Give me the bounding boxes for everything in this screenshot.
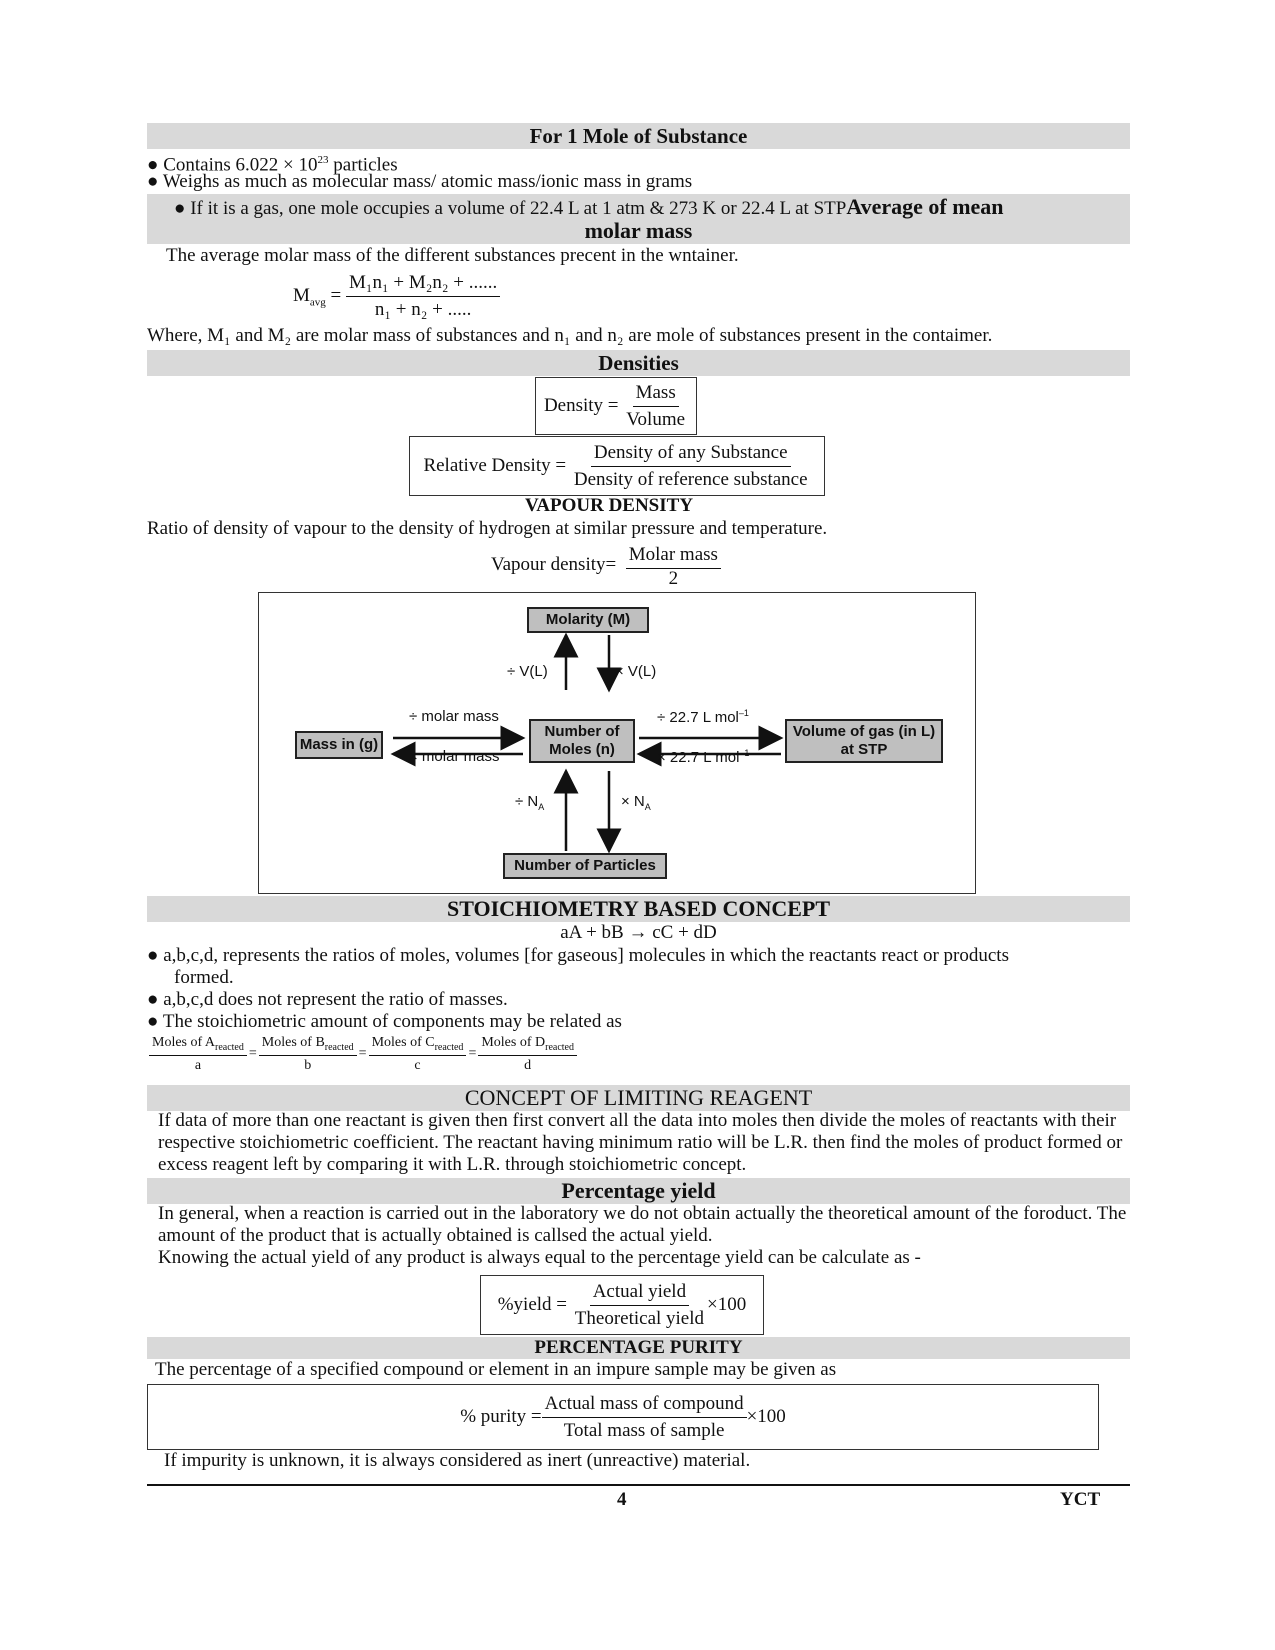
mole-conversion-diagram [258,592,976,894]
mass-box: Mass in (g) [295,731,383,759]
avg-mass-heading-line2: molar mass [584,218,693,243]
bullet-gas-volume: ● If it is a gas, one mole occupies a volume of 22.4 L at 1 atm & 273 K or 22.4 L at STPAverage of mean [174,194,1004,219]
section-heading-purity: PERCENTAGE PURITY [147,1337,1130,1359]
molarity-box: Molarity (M) [527,607,649,633]
stoich-bullet3: ● The stoichiometric amount of components may be related as [147,1011,622,1032]
purity-text: The percentage of a specified compound or element in an impure sample may be given as [155,1359,837,1380]
section-heading-densities: Densities [147,350,1130,376]
yield-formula-box: %yield = $\frac{\text{Actual yield}}{\text{Theoretical yield}}$ ×100 [480,1275,764,1335]
particles-box: Number of Particles [503,853,667,879]
avg-mass-formula: $M_{avg}$ = $\frac{\text{M₁n₁ + M₂n₂ + ......}}{\text{n₁ + n₂ + .....}}$ [293,272,500,321]
avg-mass-text: The average molar mass of the different substances precent in the wntainer. [166,245,739,266]
moles-box: Number of Moles (n) [529,719,635,763]
footer-brand: YCT [1060,1489,1101,1510]
purity-formula-box: % purity = $\frac{\text{Actual mass of compound}}{\text{Total mass of sample}}$ ×100 [147,1384,1099,1450]
footer-rule [147,1484,1130,1486]
density-formula-box: Density = $\frac{\text{Mass}}{\text{Volume}}$ [535,377,697,435]
bullet-particles: ● Contains $6.022 \times 10^{23}$ particles [147,154,398,176]
label-div-na: ÷ $N_A$ [515,793,545,812]
yield-text1: In general, when a reaction is carried out in the laboratory we do not obtain actually the theoretical amount of the foroduct. The amount of the product that is actually obtained is callsed the actual yield. [158,1203,1127,1246]
stoich-ratio: $\frac{Moles of A_{reacted}}{a}$ = $\frac{Moles of B_{reacted}}{b}$ = $\frac{Moles of C_{reacted}}{c}$ = $\frac{Moles of D_{reacted}}{d}$ [149,1035,577,1074]
stoich-bullet1-cont: formed. [174,967,234,988]
yield-text2: Knowing the actual yield of any product is always equal to the percentage yield can be calculate as - [158,1247,921,1268]
label-div-volume: ÷ V(L) [507,663,548,680]
vapour-density-text: Ratio of density of vapour to the density of hydrogen at similar pressure and temperature. [147,518,828,539]
vapour-density-heading: VAPOUR DENSITY [525,495,694,516]
avg-mass-where: Where, M₁ and M₂ are molar mass of substances and n₁ and n₂ are mole of substances present in the contaimer. [147,325,993,346]
relative-density-box: Relative Density = $\frac{\text{Density of any Substance}}{\text{Density of reference substance}}$ [409,436,825,496]
bullet-mass: ● Weighs as much as molecular mass/ atomic mass/ionic mass in grams [147,171,693,192]
section-heading-limiting: CONCEPT OF LIMITING REAGENT [147,1085,1130,1111]
label-mul-volume: × V(L) [615,663,657,680]
stoich-bullet1: ● a,b,c,d, represents the ratios of moles, volumes [for gaseous] molecules in which the reactants react or products [147,945,1009,966]
page-number: 4 [617,1489,627,1510]
section-heading-mole: For 1 Mole of Substance [147,123,1130,149]
vapour-density-formula: Vapour density= $\frac{\text{Molar mass}}{2}$ [491,544,721,587]
stoich-equation: aA + bB → cC + dD [560,922,717,943]
label-mul-na: × $N_A$ [621,793,651,812]
section-heading-stoich: STOICHIOMETRY BASED CONCEPT [147,896,1130,922]
label-div-227: ÷ 22.7 L mol$^{-1}$ [657,708,749,726]
volume-box: Volume of gas (in L) at STP [785,719,943,763]
stoich-bullet2: ● a,b,c,d does not represent the ratio of masses. [147,989,508,1010]
purity-note: If impurity is unknown, it is always considered as inert (unreactive) material. [164,1450,751,1471]
label-mul-molar: × molar mass [409,748,500,765]
limiting-text: If data of more than one reactant is given then first convert all the data into moles then divide the moles of reactants with their respective stoichiometric coefficient. The reactant having minimum ratio will be L.R. then find the moles of product formed or excess reagent left by comparing it with L.R. through stoichiometric concept. [158,1110,1123,1175]
label-div-molar: ÷ molar mass [409,708,499,725]
section-heading-yield: Percentage yield [147,1178,1130,1204]
label-mul-227: × 22.7 L mol$^{-1}$ [657,748,750,766]
